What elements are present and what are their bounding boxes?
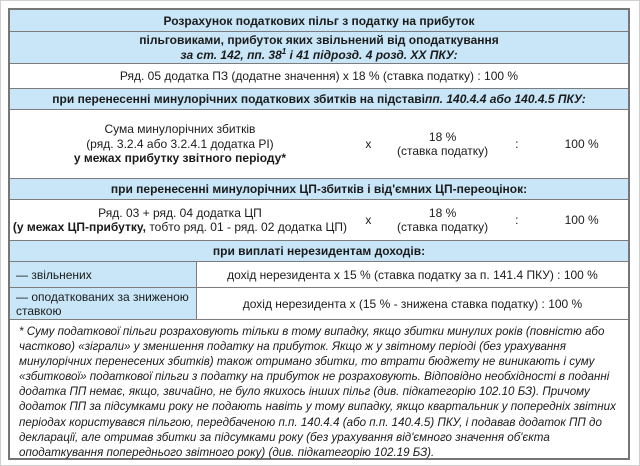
securities-base-line2-bold: (у межах ЦП-прибутку, bbox=[12, 220, 146, 234]
loss-base-line2: (ряд. 3.2.4 або 3.2.4.1 додатка РІ) bbox=[86, 136, 274, 151]
superscript-1: 1 bbox=[281, 46, 287, 56]
table-title-text: Розрахунок податкових пільг з податку на прибуток bbox=[163, 13, 475, 28]
exempt-section-header bbox=[10, 32, 628, 64]
loss-section-header bbox=[10, 89, 628, 110]
loss-tax-rate bbox=[387, 130, 498, 159]
nonresident-reduced-label: — оподаткованих за зниженою ставкою bbox=[10, 288, 197, 319]
securities-formula-row bbox=[10, 200, 628, 241]
table-title bbox=[10, 10, 628, 32]
securities-tax-rate-value: 18 % bbox=[428, 205, 457, 220]
loss-divisor-percent: 100 % bbox=[564, 137, 599, 151]
nonresident-row-reduced-rate bbox=[10, 288, 628, 320]
loss-tax-rate-label: (ставка податку) bbox=[397, 144, 489, 158]
securities-base-line1: Ряд. 03 + ряд. 04 додатка ЦП bbox=[98, 205, 262, 220]
securities-tax-rate-label: (ставка податку) bbox=[397, 220, 489, 234]
loss-base-line3: у межах прибутку звітного періоду* bbox=[73, 151, 287, 166]
nonresident-header-text: при виплаті нерезидентам доходів: bbox=[212, 244, 426, 258]
loss-base-amount bbox=[10, 122, 350, 166]
loss-formula-row bbox=[10, 110, 628, 179]
nonresident-exempt-formula: дохід нерезидента х 15 % (ставка податку за п. 141.4 ПКУ) : 100 % bbox=[227, 267, 598, 282]
nonresident-exempt-label: — звільнених bbox=[10, 262, 197, 287]
securities-header-text: при перенесенні минулорічних ЦП-збитків і від'ємних ЦП-переоцінок: bbox=[110, 182, 528, 196]
exempt-formula-text: Ряд. 05 додатка ПЗ (додатне значення) х 18 % (ставка податку) : 100 % bbox=[119, 69, 519, 83]
loss-header-italic: пп. 140.4.4 або 140.4.5 ПКУ: bbox=[425, 92, 586, 106]
exempt-header-line2 bbox=[10, 48, 628, 63]
exempt-formula-row bbox=[10, 64, 628, 89]
exempt-header-line2-start: за ст. 142, пп. 38 bbox=[180, 47, 282, 62]
loss-header-regular: при перенесенні минулорічних податкових збитків на підставі bbox=[52, 92, 426, 106]
securities-base-line2-regular: тобто ряд. 01 - ряд. 02 додатка ЦП) bbox=[145, 220, 348, 234]
securities-tax-rate bbox=[387, 206, 498, 235]
loss-multiply-sign: х bbox=[365, 137, 372, 151]
nonresident-reduced-formula: дохід нерезидента х (15 % - знижена ставка податку) : 100 % bbox=[242, 296, 583, 311]
nonresident-section-header bbox=[10, 241, 628, 262]
tax-benefits-table bbox=[8, 8, 630, 460]
loss-tax-rate-value: 18 % bbox=[428, 129, 457, 144]
footnote bbox=[10, 320, 628, 460]
securities-section-header bbox=[10, 179, 628, 200]
loss-base-line1: Сума минулорічних збитків bbox=[104, 122, 256, 137]
nonresident-row-exempt bbox=[10, 262, 628, 288]
securities-divide-sign: : bbox=[515, 213, 519, 227]
loss-divide-sign: : bbox=[515, 137, 519, 151]
securities-base-line2 bbox=[10, 220, 350, 235]
securities-base-amount bbox=[10, 206, 350, 235]
exempt-header-line1: пільговиками, прибуток яких звільнений від оподаткування bbox=[139, 32, 499, 47]
securities-multiply-sign: х bbox=[365, 213, 372, 227]
securities-divisor-percent: 100 % bbox=[564, 213, 599, 227]
exempt-header-line2-end: і 41 підрозд. 4 розд. ХХ ПКУ: bbox=[286, 47, 458, 62]
footnote-text: * Суму податкової пільги розраховують тільки в тому випадку, якщо збитки минулих років (повністю або частково) «зіграли» у зменшення податку на прибуток. Якщо ж у звітному періоді (без урахування минулорічних перенесених збитків) також отримано збитки, то втрати бюджету не виникають і суму «збиткової» податкової пільги з податку на прибуток не розраховують. Відповідно необхідності в поданні додатка ПП немає, якщо, звичайно, не було якихось інших пільг (див. підкатегорію 102.10 БЗ). Причому додаток ПП за підсумками року не подають навіть у тому випадку, якщо квартальник у попередніх звітних періодах користувався пільгою, передбаченою п.п. 140.4.4 (або п.п. 140.4.5) ПКУ, і подавав додаток ПП до декларації, але отримав збитки за підсумками року (без урахування від'ємного значення об'єкта оподаткування попереднього звітного року) (див. підкатегорію 102.19 БЗ). bbox=[19, 325, 616, 459]
